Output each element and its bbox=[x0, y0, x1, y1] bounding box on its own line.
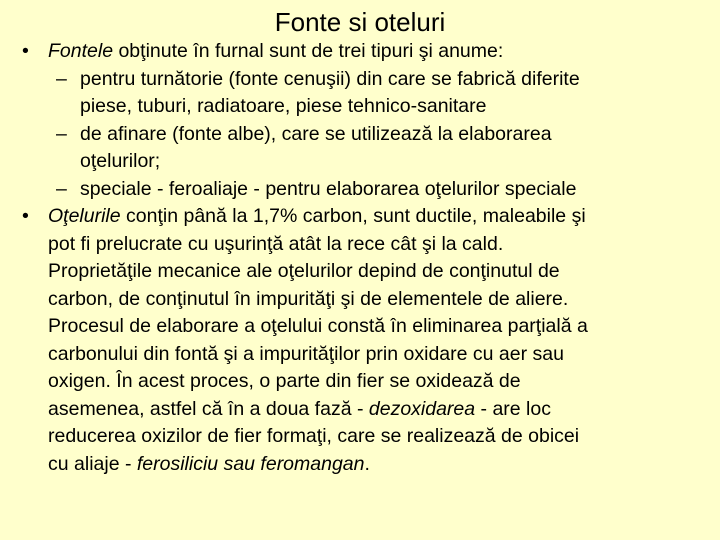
paragraph-line: oxigen. În acest proces, o parte din fier se oxidează de bbox=[48, 370, 521, 392]
paragraph-text: asemenea, astfel că în a doua fază - bbox=[48, 397, 369, 420]
paragraph-text: cu aliaje - bbox=[48, 452, 137, 475]
dash-icon: – bbox=[56, 177, 67, 200]
sub-item-line: piese, tuburi, radiatoare, piese tehnico-sanitare bbox=[80, 95, 487, 117]
sub-item-turnatorie bbox=[0, 66, 720, 121]
term-dezoxidarea: dezoxidarea bbox=[368, 397, 476, 420]
paragraph-line: pot fi prelucrate cu uşurinţă atât la rece cât şi la cald. bbox=[48, 232, 504, 255]
paragraph-line: Proprietăţile mecanice ale oţelurilor depind de conţinutul de bbox=[48, 260, 560, 282]
paragraph-line: carbon, de conţinutul în impurităţi şi de elementele de aliere. bbox=[48, 287, 569, 310]
paragraph-line: carbonului din fontă şi a impurităţilor prin oxidare cu aer sau bbox=[48, 342, 564, 365]
term-ferosiliciu-feromangan: ferosiliciu sau feromangan bbox=[136, 452, 365, 475]
sub-item-line: pentru turnătorie (fonte cenuşii) din care se fabrică diferite bbox=[80, 67, 580, 90]
paragraph-text: - are loc bbox=[475, 397, 551, 420]
paragraph-line bbox=[48, 396, 716, 424]
bullet-icon: • bbox=[22, 205, 29, 227]
term-otelurile: Oţelurile bbox=[48, 205, 121, 227]
slide-content bbox=[0, 38, 720, 478]
sub-item-line: speciale - feroaliaje - pentru elaborarea oţelurilor speciale bbox=[80, 177, 577, 200]
bullet-fontele-text: obţinute în furnal sunt de trei tipuri şi anume: bbox=[113, 40, 504, 62]
sub-item-speciale bbox=[0, 176, 720, 204]
dash-icon: – bbox=[56, 67, 67, 90]
term-fontele: Fontele bbox=[48, 40, 114, 62]
bullet-fontele-line bbox=[48, 38, 716, 66]
dash-icon: – bbox=[56, 122, 67, 145]
bullet-icon: • bbox=[22, 40, 29, 62]
sub-item-line: de afinare (fonte albe), care se utilizează la elaborarea bbox=[80, 122, 552, 145]
sub-item-afinare bbox=[0, 121, 720, 176]
paragraph-text: . bbox=[364, 452, 370, 475]
bullet-otelurile bbox=[0, 203, 720, 478]
paragraph-line: Procesul de elaborare a oţelului constă în eliminarea parţială a bbox=[48, 315, 588, 337]
paragraph-line bbox=[48, 451, 716, 479]
paragraph-line: reducerea oxizilor de fier formaţi, care se realizează de obicei bbox=[48, 425, 580, 447]
bullet-otelurile-text: conţin până la 1,7% carbon, sunt ductile, maleabile şi bbox=[120, 205, 586, 227]
slide-title: Fonte si oteluri bbox=[274, 7, 446, 37]
sub-item-line: oţelurilor; bbox=[80, 150, 161, 172]
bullet-otelurile-line bbox=[48, 203, 716, 231]
bullet-fontele bbox=[0, 38, 720, 66]
